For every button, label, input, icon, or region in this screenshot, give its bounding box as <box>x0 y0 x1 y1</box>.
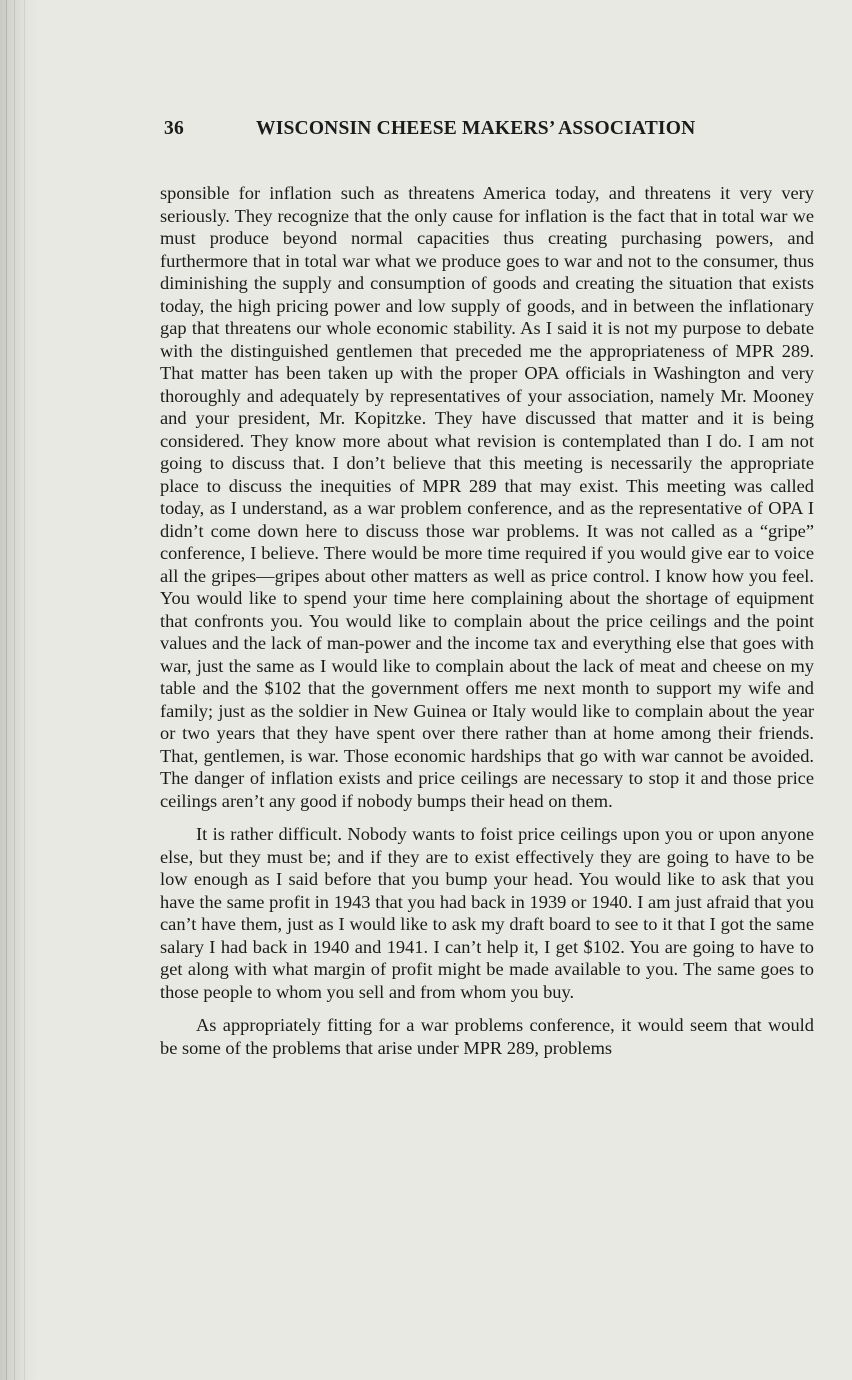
body-text <box>160 182 814 1070</box>
paragraph-1: sponsible for inflation such as threatens America today, and threatens it very very seriously. They recognize that the only cause for inflation is the fact that in total war we must produce beyond normal capacities thus creating purchasing powers, and furthermore that in total war what we produce goes to war and not to the consumer, thus diminishing the supply and consumption of goods and creating the situation that exists today, the high pricing power and low supply of goods, and in between the inflationary gap that threatens our whole economic stability. As I said it is not my purpose to debate with the distinguished gentlemen that preceded me the appropriateness of MPR 289. That matter has been taken up with the proper OPA officials in Washington and very thoroughly and adequately by representatives of your association, namely Mr. Mooney and your president, Mr. Kopitzke. They have discussed that matter and it is being considered. They know more about what revision is contemplated than I do. I am not going to discuss that. I don’t believe that this meeting is necessarily the appropriate place to discuss the inequities of MPR 289 that may exist. This meeting was called today, as I understand, as a war problem conference, and as the representative of OPA I didn’t come down here to discuss those war problems. It was not called as a “gripe” conference, I believe. There would be more time required if you would give ear to voice all the gripes—gripes about other matters as well as price control. I know how you feel. You would like to spend your time here complaining about the shortage of equipment that confronts you. You would like to complain about the price ceilings and the point values and the lack of man-power and the income tax and everything else that goes with war, just the same as I would like to complain about the lack of meat and cheese on my table and the $102 that the government offers me next month to support my wife and family; just as the soldier in New Guinea or Italy would like to complain about the year or two years that they have spent over there rather than at home among their friends. That, gentlemen, is war. Those economic hardships that go with war cannot be avoided. The danger of inflation exists and price ceilings are necessary to stop it and those price ceilings aren’t any good if nobody bumps their head on them. <box>160 183 814 811</box>
running-head: WISCONSIN CHEESE MAKERS’ ASSOCIATION <box>256 118 696 139</box>
binding-line <box>6 0 7 1380</box>
binding-line <box>14 0 15 1380</box>
binding-line <box>24 0 25 1380</box>
page-number: 36 <box>164 118 184 139</box>
page-header <box>164 118 734 146</box>
paragraph-2: It is rather difficult. Nobody wants to foist price ceilings upon you or upon anyone else, but they must be; and if they are to exist effectively they are going to have to be low enough as I said before that you bump your head. You would like to ask that you have the same profit in 1943 that you had back in 1939 or 1940. I am just afraid that you can’t have them, just as I would like to ask my draft board to see to it that I got the same salary I had back in 1940 and 1941. I can’t help it, I get $102. You are going to have to get along with what margin of profit might be made available to you. The same goes to those people to whom you sell and from whom you buy. <box>160 824 814 1002</box>
paragraph-3: As appropriately fitting for a war problems conference, it would seem that would be some of the problems that arise under MPR 289, problems <box>160 1015 814 1058</box>
